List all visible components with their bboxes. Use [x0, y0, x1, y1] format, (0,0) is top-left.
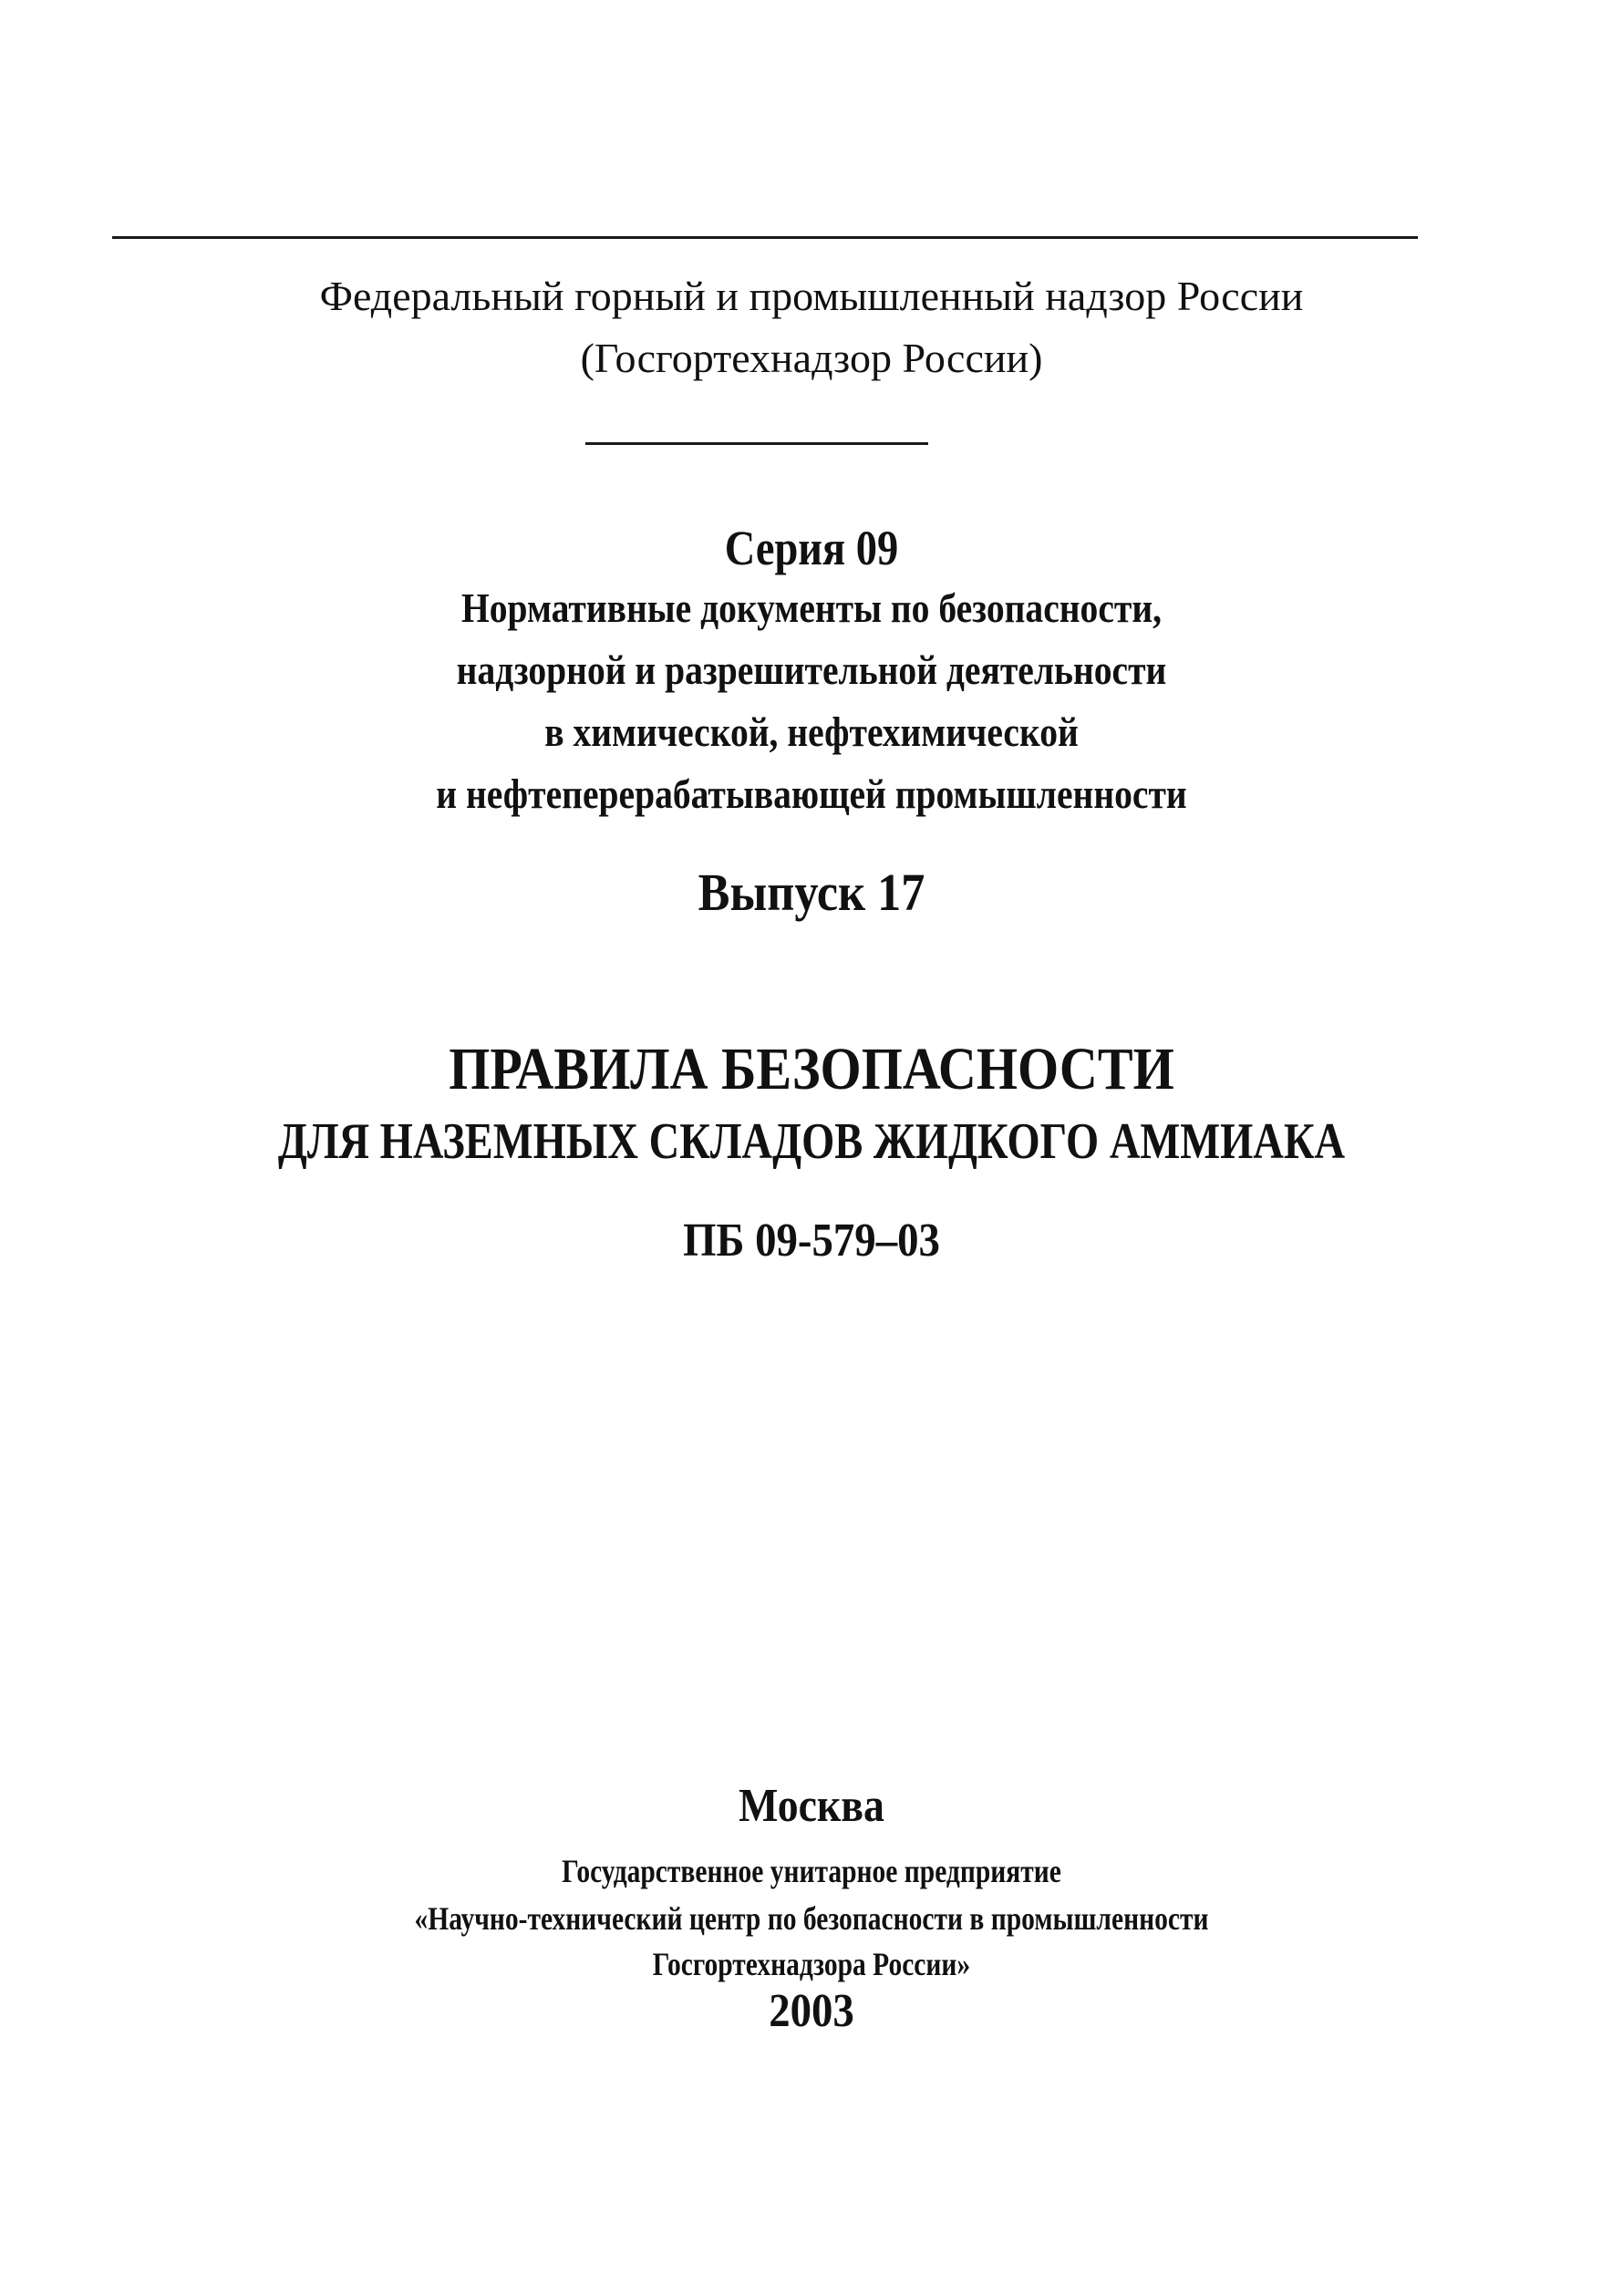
series-title: Серия 09 — [724, 521, 899, 575]
series-description-line: Нормативные документы по безопасности, — [460, 584, 1163, 631]
publisher-line: Госгортехнадзора России» — [652, 1946, 971, 1982]
publisher-line: «Научно-технический центр по безопасности в промышленности — [414, 1900, 1209, 1937]
top-divider — [112, 236, 1418, 239]
document-subtitle: ДЛЯ НАЗЕМНЫХ СКЛАДОВ ЖИДКОГО АММИАКА — [277, 1113, 1346, 1170]
issue-number: Выпуск 17 — [698, 863, 925, 922]
series-description-line: и нефтеперерабатывающей промышленности — [436, 771, 1187, 817]
document-title: ПРАВИЛА БЕЗОПАСНОСТИ — [449, 1036, 1174, 1102]
publisher-line: Государственное унитарное предприятие — [562, 1853, 1061, 1889]
series-description-line: в химической, нефтехимической — [544, 708, 1079, 755]
series-description-line: надзорной и разрешительной деятельности — [456, 646, 1167, 693]
agency-short-name: (Госгортехнадзор России) — [580, 335, 1043, 381]
middle-divider — [585, 442, 928, 445]
publication-city: Москва — [739, 1780, 884, 1832]
publication-year: 2003 — [769, 1985, 854, 2037]
agency-name: Федеральный горный и промышленный надзор России — [319, 273, 1304, 319]
document-code: ПБ 09-579–03 — [683, 1215, 940, 1267]
